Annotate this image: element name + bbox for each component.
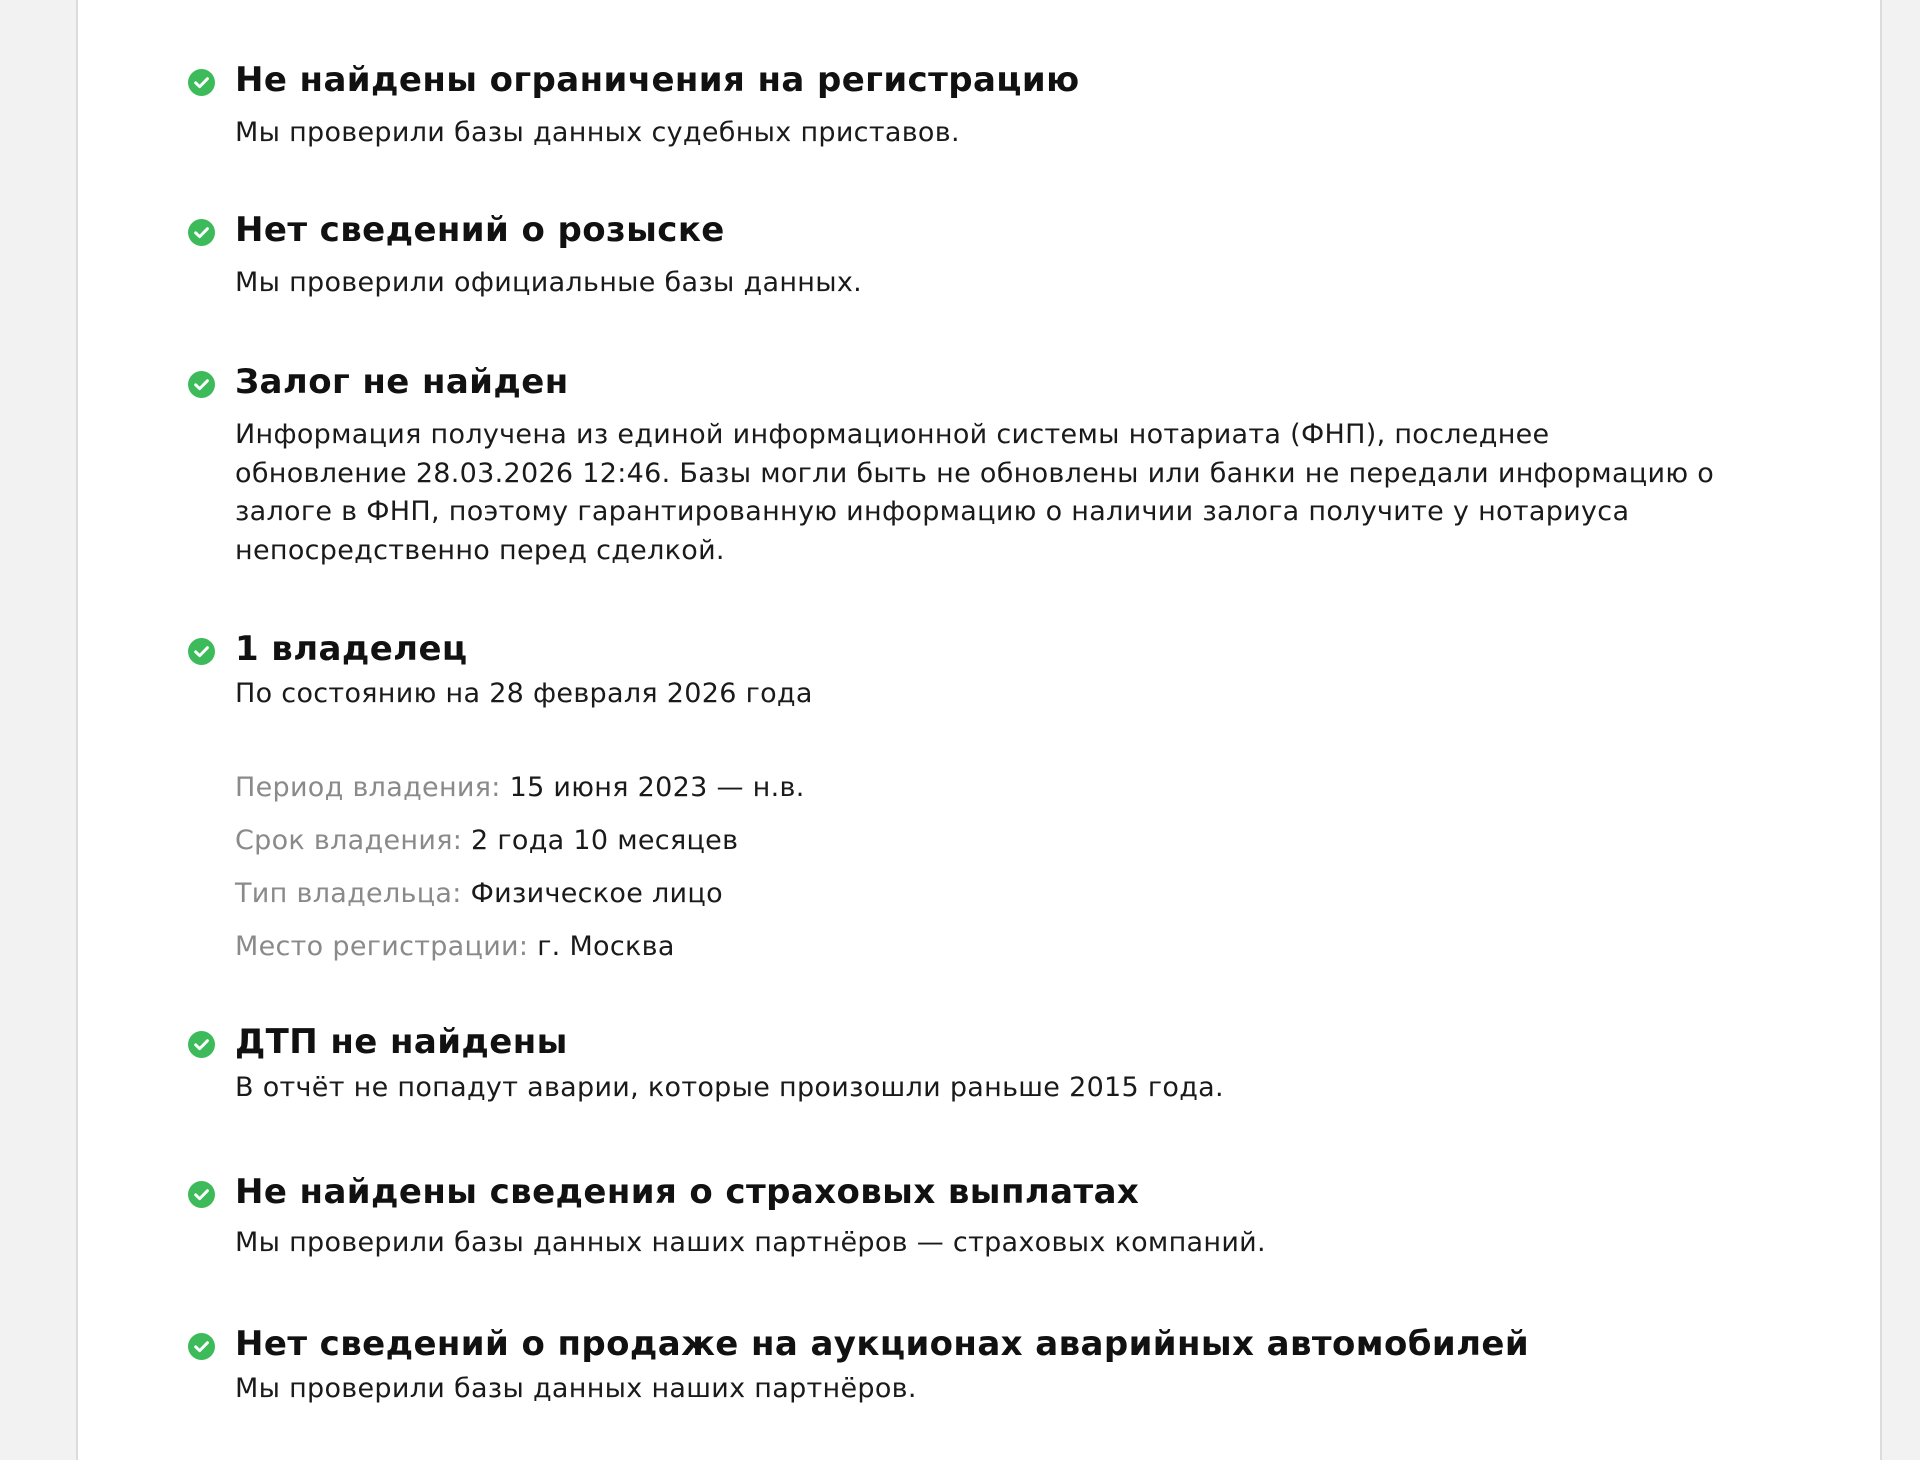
check-description: Информация получена из единой информационной системы нотариата (ФНП), последнее обновление 28.03.2026 12:46. Базы могли быть не обновлены или банки не передали информацию о залоге в ФНП, поэтому гарантированную информацию о наличии залога получите у нотариуса непосредственно перед сделкой. (235, 419, 1715, 566)
check-circle-icon (188, 69, 215, 96)
check-description: По состоянию на 28 февраля 2026 года (235, 678, 813, 709)
check-header (188, 360, 1788, 404)
check-accidents (188, 1020, 1788, 1108)
check-header (188, 58, 1788, 102)
owner-period-row (235, 761, 1788, 814)
owner-period-label: Период владения: (235, 771, 501, 803)
check-description: Мы проверили официальные базы данных. (235, 267, 863, 298)
owner-registration-label: Место регистрации: (235, 930, 529, 962)
check-insurance-payouts (188, 1170, 1788, 1263)
check-header (188, 208, 1788, 252)
check-pledge (188, 360, 1788, 570)
check-header (188, 627, 1788, 671)
check-description: Мы проверили базы данных наших партнёров. (235, 1373, 917, 1404)
owner-type-label: Тип владельца: (235, 877, 462, 909)
report-card (76, 0, 1882, 1460)
check-wanted (188, 208, 1788, 303)
check-circle-icon (188, 1333, 215, 1360)
check-circle-icon (188, 638, 215, 665)
check-circle-icon (188, 1031, 215, 1058)
check-circle-icon (188, 1181, 215, 1208)
check-header (188, 1020, 1788, 1064)
owner-type-row (235, 867, 1788, 920)
check-header (188, 1322, 1788, 1366)
check-salvage-auctions (188, 1322, 1788, 1409)
check-title: 1 владелец (235, 629, 468, 669)
check-owners (188, 627, 1788, 973)
owner-type-value: Физическое лицо (470, 877, 723, 909)
check-circle-icon (188, 371, 215, 398)
owner-details (235, 761, 1788, 973)
owner-registration-value: г. Москва (537, 930, 675, 962)
owner-duration-label: Срок владения: (235, 824, 463, 856)
check-description: Мы проверили базы данных наших партнёров — страховых компаний. (235, 1227, 1266, 1258)
check-registration-restrictions (188, 58, 1788, 153)
check-description: В отчёт не попадут аварии, которые произошли раньше 2015 года. (235, 1072, 1224, 1103)
check-title: Нет сведений о розыске (235, 210, 725, 250)
check-title: Залог не найден (235, 362, 569, 402)
check-description: Мы проверили базы данных судебных приставов. (235, 117, 960, 148)
owner-registration-row (235, 920, 1788, 973)
check-header (188, 1170, 1788, 1214)
check-circle-icon (188, 219, 215, 246)
check-title: Не найдены ограничения на регистрацию (235, 60, 1080, 100)
owner-duration-row (235, 814, 1788, 867)
check-title: Не найдены сведения о страховых выплатах (235, 1172, 1140, 1212)
owner-period-value: 15 июня 2023 — н.в. (509, 771, 805, 803)
owner-duration-value: 2 года 10 месяцев (471, 824, 739, 856)
check-title: ДТП не найдены (235, 1022, 568, 1062)
check-title: Нет сведений о продаже на аукционах аварийных автомобилей (235, 1324, 1530, 1364)
